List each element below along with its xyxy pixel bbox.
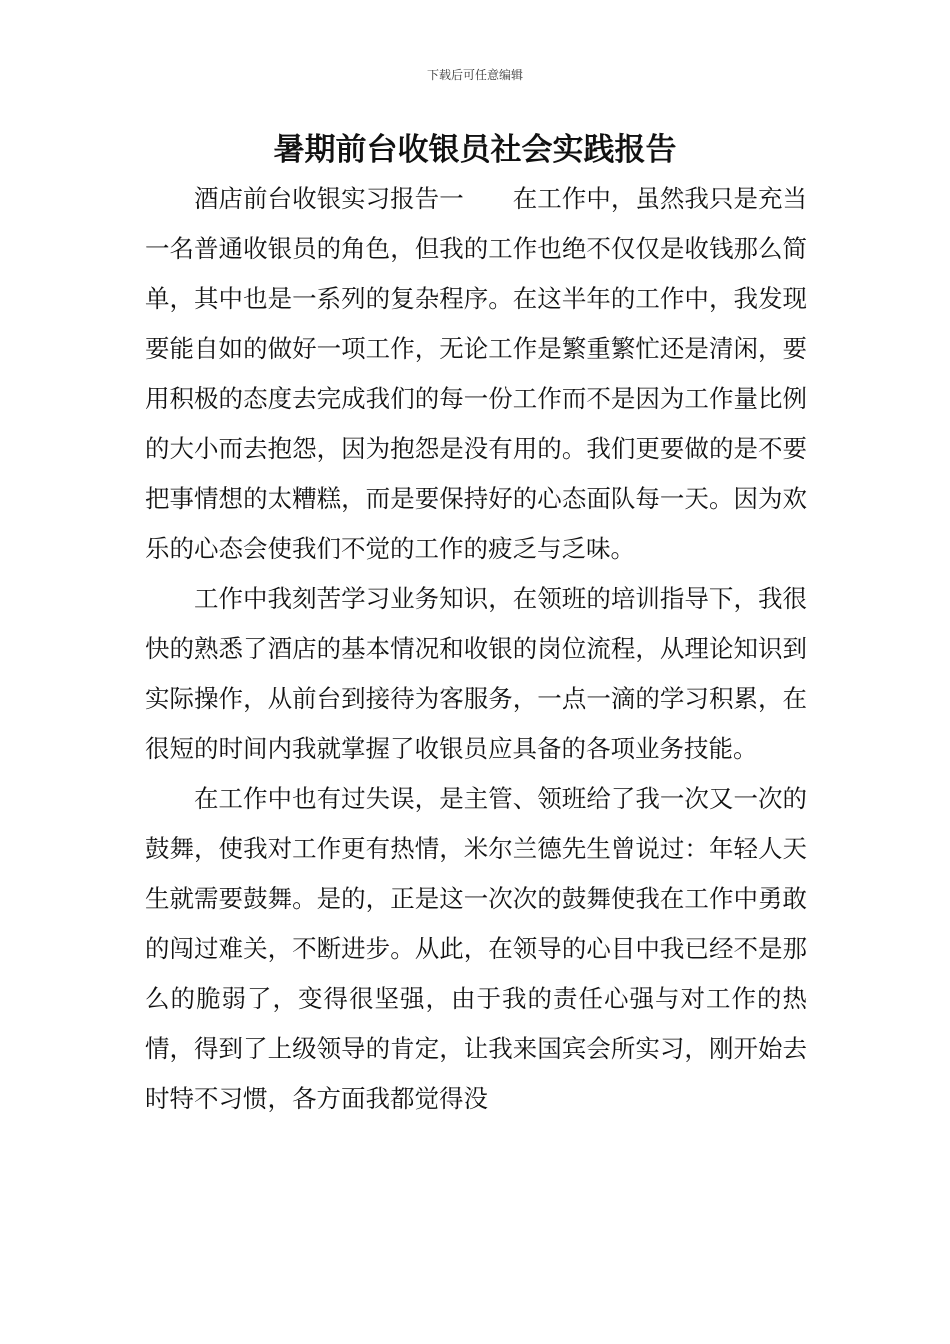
paragraph-3: 在工作中也有过失误，是主管、领班给了我一次又一次的鼓舞，使我对工作更有热情，米尔兰德先生曾说过：年轻人天生就需要鼓舞。是的，正是这一次次的鼓舞使我在工作中勇敢的闯过难关，不断进步。从此，在领导的心目中我已经不是那么的脆弱了，变得很坚强，由于我的责任心强与对工作的热情，得到了上级领导的肯定，让我来国宾会所实习，刚开始去时特不习惯，各方面我都觉得没 — [145, 784, 807, 1113]
document-title: 暑期前台收银员社会实践报告 — [273, 132, 677, 168]
document-body — [145, 174, 807, 1124]
header-note: 下载后可任意编辑 — [426, 68, 523, 82]
paragraph-2: 工作中我刻苦学习业务知识，在领班的培训指导下，我很快的熟悉了酒店的基本情况和收银的岗位流程，从理论知识到实际操作，从前台到接待为客服务，一点一滴的学习积累，在很短的时间内我就掌握了收银员应具备的各项业务技能。 — [145, 584, 807, 763]
paragraph-1: 酒店前台收银实习报告一 在工作中，虽然我只是充当一名普通收银员的角色，但我的工作也绝不仅仅是收钱那么简单，其中也是一系列的复杂程序。在这半年的工作中，我发现要能自如的做好一项工作，无论工作是繁重繁忙还是清闲，要用积极的态度去完成我们的每一份工作而不是因为工作量比例的大小而去抱怨，因为抱怨是没有用的。我们更要做的是不要把事情想的太糟糕，而是要保持好的心态面队每一天。因为欢乐的心态会使我们不觉的工作的疲乏与乏味。 — [145, 184, 807, 563]
